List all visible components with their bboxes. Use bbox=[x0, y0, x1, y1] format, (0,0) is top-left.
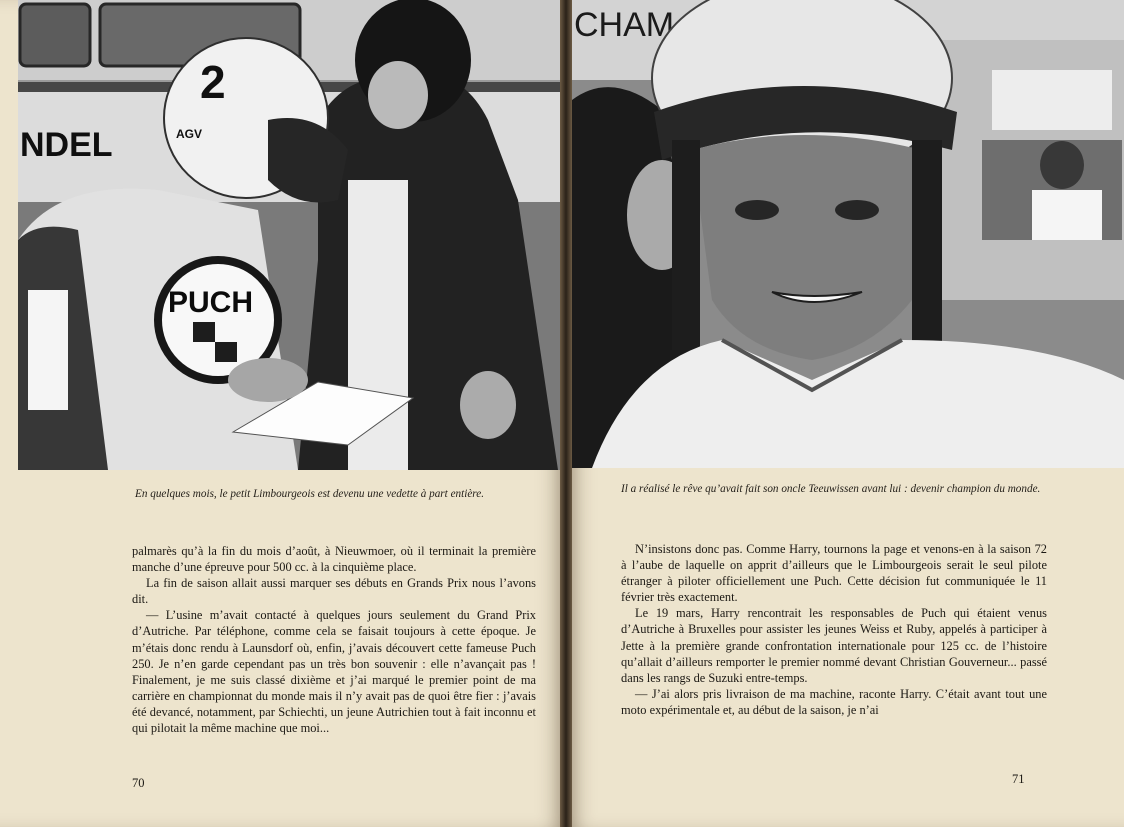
right-paragraph-3: — J’ai alors pris livraison de ma machine, raconte Harry. C’était avant tout une moto expérimentale et, au début de la saison, je n’ai bbox=[621, 686, 1047, 717]
helmet-number: 2 bbox=[200, 56, 226, 108]
right-photo bbox=[572, 0, 1124, 468]
book-gutter bbox=[560, 0, 572, 827]
jersey-text: PUCH bbox=[168, 286, 254, 319]
left-photo bbox=[18, 0, 564, 470]
left-paragraph-1: palmarès qu’à la fin du mois d’août, à Nieuwmoer, où il terminait la première manche d’une épreuve pour 500 cc. à la cinquième place. bbox=[132, 544, 536, 575]
left-paragraph-3: — L’usine m’avait contacté à quelques jours seulement du Grand Prix d’Autriche. Par téléphone, comme cela se faisait toujours à cette époque. Je m’étais donc rendu à Launsdorf où, enfin, j’avais découvert cette fameuse Puch 250. Je n’en garde cependant pas un très bon souvenir : elle n’avançait pas ! Finalement, je me suis classé dixième et j’ai marqué le premier point de ma carrière en championnat du monde mais il n’y avait pas de quoi être fier : j’avais été devancé, notamment, par Schiechti, un jeune Autrichien tout à fait inconnu et qui pilotait la même machine que moi... bbox=[132, 608, 536, 736]
right-paragraph-2: Le 19 mars, Harry rencontrait les responsables de Puch qui étaient venus d’Autriche à Bruxelles pour assister les jeunes Weiss et Ruby, appelés à participer à Jette à la première grande confrontation internationale pour 125 cc. de l’histoire qu’allait d’ailleurs remporter le premier nommé devant Christian Gouverneur... passé dans les rangs de Suzuki entre-temps. bbox=[621, 606, 1047, 685]
left-photo-caption: En quelques mois, le petit Limbourgeois est devenu une vedette à part entière. bbox=[135, 488, 485, 500]
right-page bbox=[566, 0, 1124, 827]
banner-text: CHAM bbox=[574, 6, 675, 44]
bus-sign-text: NDEL bbox=[20, 126, 113, 164]
helmet-brand: AGV bbox=[176, 127, 203, 141]
left-body-text bbox=[132, 543, 536, 736]
left-paragraph-2: La fin de saison allait aussi marquer ses débuts en Grands Prix nous l’avons dit. bbox=[132, 576, 536, 607]
right-body-text bbox=[621, 541, 1047, 718]
left-photo-illustration bbox=[18, 0, 564, 470]
right-photo-illustration bbox=[572, 0, 1124, 468]
right-page-number: 71 bbox=[1012, 772, 1025, 786]
right-paragraph-1: N’insistons donc pas. Comme Harry, tournons la page et venons-en à la saison 72 à l’aube de laquelle on apprit d’ailleurs que le Limbourgeois serait le seul pilote étranger à piloter officiellement une Puch. Cette décision fut communiquée le 11 février très exactement. bbox=[621, 542, 1047, 605]
left-page-number: 70 bbox=[132, 776, 145, 790]
right-photo-caption: Il a réalisé le rêve qu’avait fait son oncle Teeuwissen avant lui : devenir champion du monde. bbox=[621, 483, 1041, 495]
